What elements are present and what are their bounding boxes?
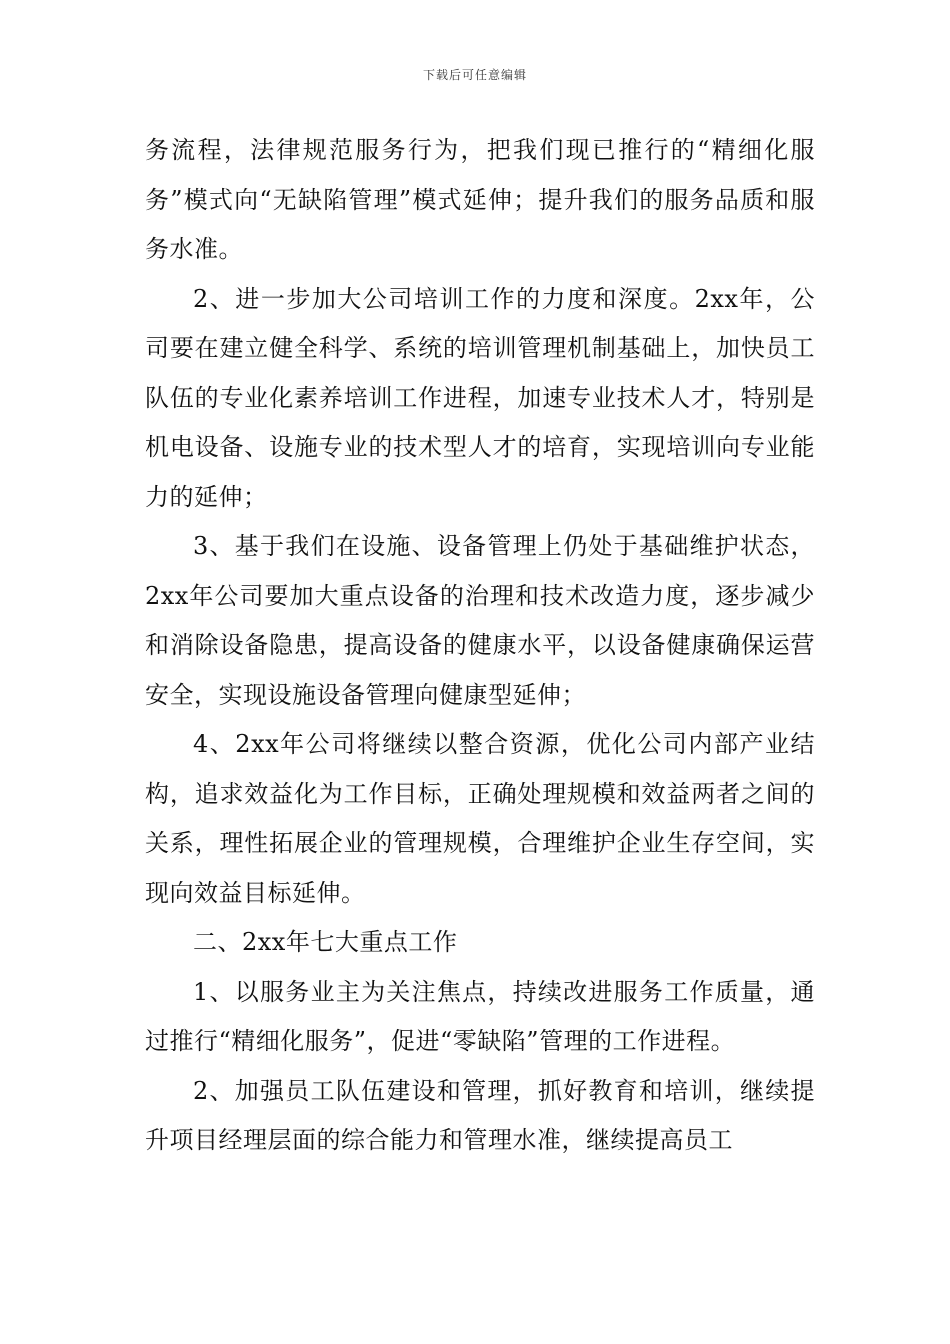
paragraph-task-1-service: 1、以服务业主为关注焦点，持续改进服务工作质量，通过推行“精细化服务”，促进“零缺陷”管理的工作进程。 [145,977,815,1055]
paragraph-continuation: 务流程，法律规范服务行为，把我们现已推行的“精细化服务”模式向“无缺陷管理”模式延伸；提升我们的服务品质和服务水准。 [145,136,815,263]
paragraph-item-2-training: 2、进一步加大公司培训工作的力度和深度。2xx年，公司要在建立健全科学、系统的培训管理机制基础上，加快员工队伍的专业化素养培训工作进程，加速专业技术人才，特别是机电设备、设施专业的技术型人才的培育，实现培训向专业能力的延伸； [145,284,815,511]
section-heading-seven-key-tasks: 二、2xx年七大重点工作 [193,928,458,956]
page-header-note: 下载后可任意编辑 [422,68,527,82]
paragraph-item-3-equipment: 3、基于我们在设施、设备管理上仍处于基础维护状态，2xx年公司要加大重点设备的治理和技术改造力度，逐步减少和消除设备隐患，提高设备的健康水平，以设备健康确保运营安全，实现设施设备管理向健康型延伸； [145,532,815,709]
document-body [145,126,815,1166]
paragraph-item-4-efficiency: 4、2xx年公司将继续以整合资源，优化公司内部产业结构，追求效益化为工作目标，正确处理规模和效益两者之间的关系，理性拓展企业的管理规模，合理维护企业生存空间，实现向效益目标延伸。 [145,730,815,907]
paragraph-task-2-staff: 2、加强员工队伍建设和管理，抓好教育和培训，继续提升项目经理层面的综合能力和管理水准，继续提高员工 [145,1076,815,1154]
